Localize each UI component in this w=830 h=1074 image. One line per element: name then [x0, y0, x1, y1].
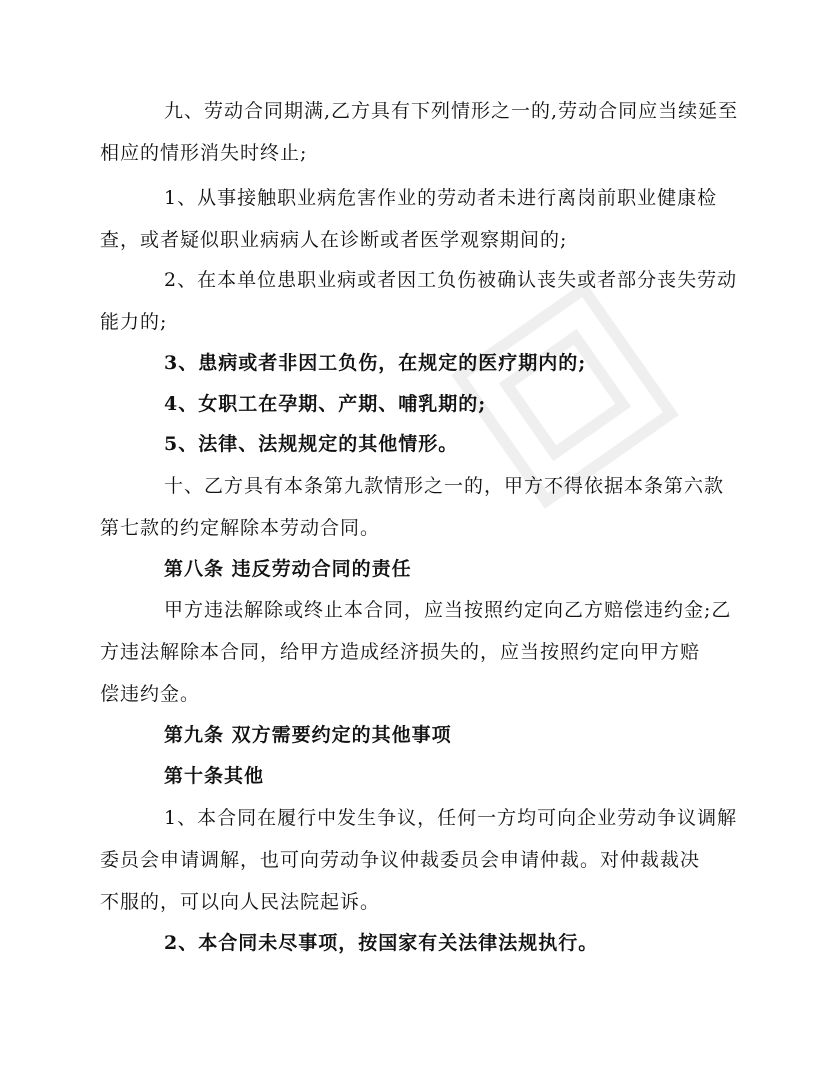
text-line: 不服的，可以向人民法院起诉。	[100, 891, 381, 913]
text-line: 第八条 违反劳动合同的责任	[164, 558, 412, 580]
text-line: 能力的;	[100, 311, 168, 333]
paragraph-item-3	[100, 342, 740, 384]
text-line: 相应的情形消失时终止;	[100, 142, 308, 164]
section-heading-article-8	[100, 548, 740, 590]
text-line: 委员会申请调解，也可向劳动争议仲裁委员会申请仲裁。对仲裁裁决	[100, 849, 701, 871]
text-line: 偿违约金。	[100, 683, 201, 705]
text-line: 方违法解除本合同，给甲方造成经济损失的，应当按照约定向甲方赔	[100, 641, 701, 663]
text-line: 2、在本单位患职业病或者因工负伤被确认丧失或者部分丧失劳动	[164, 269, 738, 291]
paragraph-article-8-body	[100, 589, 740, 715]
paragraph-clause-9	[100, 90, 740, 174]
text-line: 第十条其他	[164, 765, 265, 787]
text-line: 1、从事接触职业病危害作业的劳动者未进行离岗前职业健康检	[164, 187, 718, 209]
section-heading-article-9	[100, 714, 740, 756]
text-line: 第七款的约定解除本劳动合同。	[100, 517, 381, 539]
text-line: 1、本合同在履行中发生争议，任何一方均可向企业劳动争议调解	[164, 807, 738, 829]
paragraph-article-10-item-2	[100, 922, 740, 964]
paragraph-item-1	[100, 177, 740, 261]
text-line: 十、乙方具有本条第九款情形之一的，甲方不得依据本条第六款	[164, 475, 725, 497]
text-line: 甲方违法解除或终止本合同，应当按照约定向乙方赔偿违约金;乙	[164, 599, 732, 621]
text-line: 5、法律、法规规定的其他情形。	[164, 433, 459, 455]
text-line: 查，或者疑似职业病病人在诊断或者医学观察期间的;	[100, 229, 568, 251]
section-heading-article-10	[100, 755, 740, 797]
text-line: 九、劳动合同期满,乙方具有下列情形之一的,劳动合同应当续延至	[164, 100, 739, 122]
text-line: 第九条 双方需要约定的其他事项	[164, 724, 452, 746]
paragraph-article-10-item-1	[100, 797, 740, 923]
paragraph-item-5	[100, 423, 740, 465]
text-line: 4、女职工在孕期、产期、哺乳期的;	[164, 393, 487, 415]
paragraph-clause-10	[100, 465, 740, 549]
text-line: 2、本合同未尽事项，按国家有关法律法规执行。	[164, 932, 599, 954]
paragraph-item-2	[100, 259, 740, 343]
text-line: 3、患病或者非因工负伤，在规定的医疗期内的;	[164, 352, 587, 374]
paragraph-item-4	[100, 383, 740, 425]
